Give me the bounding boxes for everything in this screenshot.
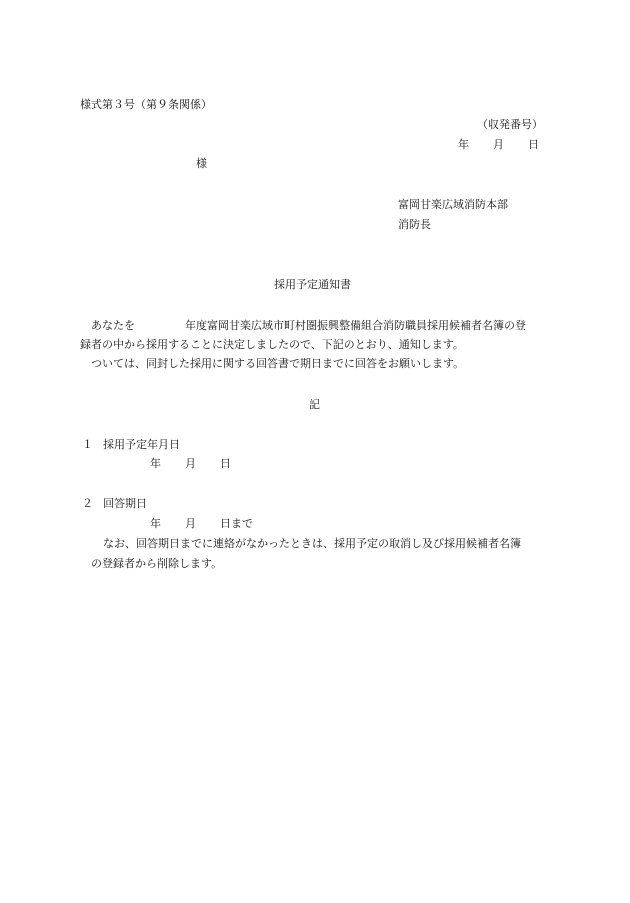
body-line-3: ついては、同封した採用に関する回答書で期日までに回答をお願いします。 bbox=[91, 357, 465, 370]
item-1-number: １ bbox=[82, 438, 93, 451]
date-day: 日 bbox=[528, 138, 539, 151]
item-2-year: 年 bbox=[150, 517, 161, 530]
item-1-label: 採用予定年月日 bbox=[103, 438, 180, 451]
item-2-note-line-2: の登録者から削除します。 bbox=[91, 557, 223, 570]
sender-organization: 富岡甘楽広域消防本部 bbox=[398, 198, 508, 211]
item-1-heading bbox=[82, 439, 180, 450]
body-line-1-start: あなたを bbox=[91, 319, 135, 332]
item-2-heading bbox=[82, 498, 147, 509]
item-2-month: 月 bbox=[185, 517, 196, 530]
document-title: 採用予定通知書 bbox=[274, 278, 351, 291]
receipt-number: （収発番号） bbox=[477, 118, 543, 131]
item-1-day: 日 bbox=[220, 457, 231, 470]
item-2-label: 回答期日 bbox=[103, 497, 147, 510]
item-1-date bbox=[150, 458, 231, 469]
item-1-month: 月 bbox=[185, 457, 196, 470]
addressee-suffix: 様 bbox=[196, 157, 207, 170]
form-number: 様式第３号（第９条関係） bbox=[80, 98, 212, 111]
item-2-day: 日まで bbox=[220, 517, 253, 530]
body-line-1-rest: 年度富岡甘楽広域市町村圏振興整備組合消防職員採用候補者名簿の登 bbox=[185, 319, 526, 332]
body-line-2: 録者の中から採用することに決定しましたので、下記のとおり、通知します。 bbox=[80, 338, 464, 351]
item-2-date bbox=[150, 518, 253, 529]
body-line-1 bbox=[91, 320, 526, 331]
sender-title: 消防長 bbox=[398, 218, 431, 231]
item-2-number: ２ bbox=[82, 497, 93, 510]
item-1-year: 年 bbox=[150, 457, 161, 470]
item-2-note-line-1: なお、回答期日までに連絡がなかったときは、採用予定の取消し及び採用候補者名簿 bbox=[103, 537, 521, 550]
date-line bbox=[458, 139, 539, 150]
date-month: 月 bbox=[493, 138, 504, 151]
date-year: 年 bbox=[458, 138, 469, 151]
ki-heading: 記 bbox=[309, 398, 320, 411]
